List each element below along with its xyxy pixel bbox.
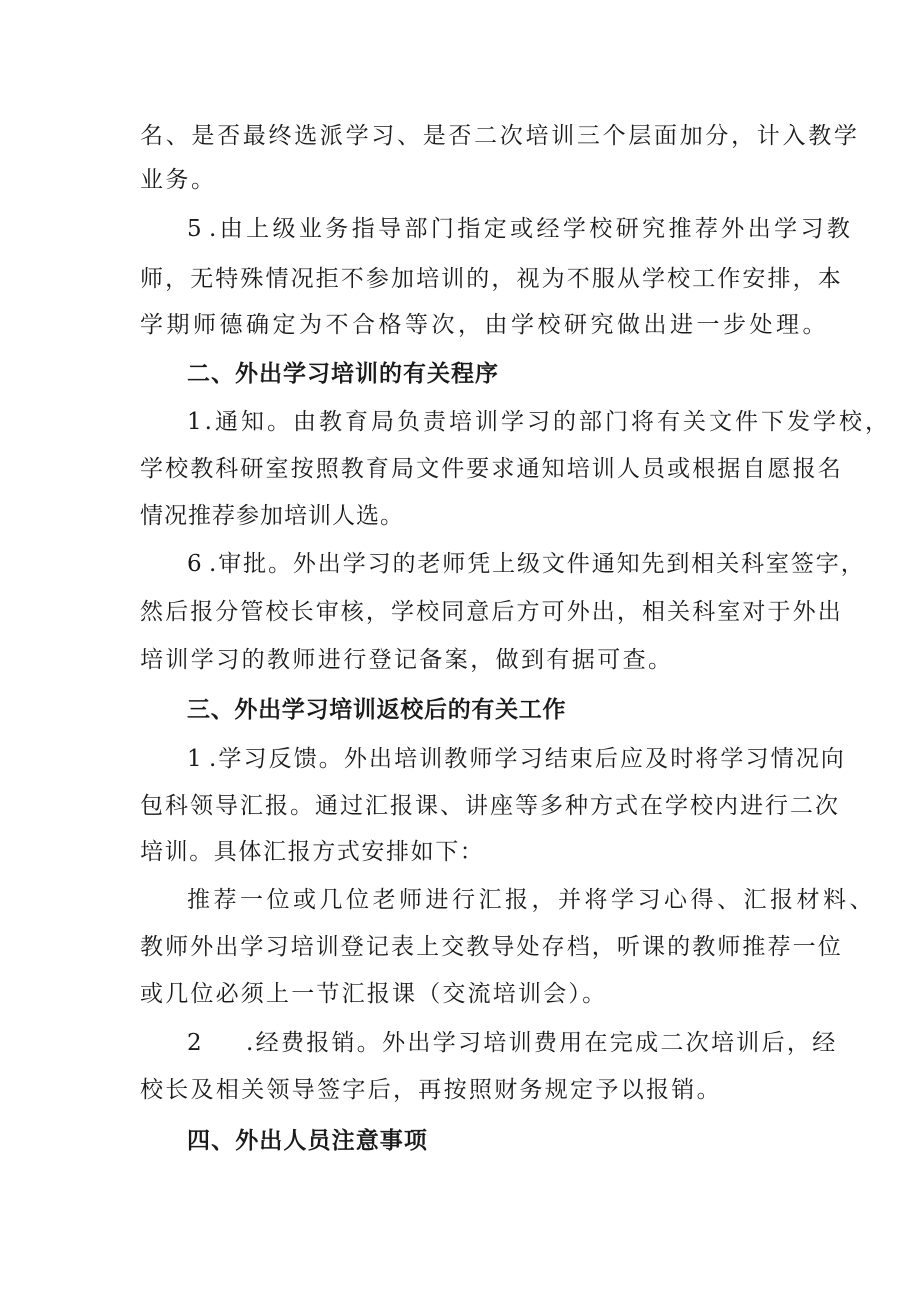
body-text-line xyxy=(0,974,920,1014)
body-text: .审批。外出学习的老师凭上级文件通知先到相关科室签字， xyxy=(209,551,866,577)
body-text-line xyxy=(0,305,920,345)
section-heading xyxy=(0,1121,920,1161)
body-text: .经费报销。外出学习培训费用在完成二次培训后，经 xyxy=(246,1030,838,1056)
list-item-line xyxy=(0,544,920,584)
list-item-line xyxy=(0,1023,920,1063)
body-text: 包科领导汇报。通过汇报课、讲座等多种方式在学校内进行二次 xyxy=(140,793,840,819)
body-text: 校长及相关领导签字后，再按照财务规定予以报销。 xyxy=(140,1077,722,1103)
body-text: 然后报分管校长审核，学校同意后方可外出，相关科室对于外出 xyxy=(140,599,843,625)
body-text-line xyxy=(0,786,920,826)
body-text: 培训。具体汇报方式安排如下： xyxy=(140,839,485,865)
section-heading-text: 三、外出学习培训返校后的有关工作 xyxy=(187,697,567,723)
list-item-line xyxy=(0,739,920,779)
list-item-line xyxy=(0,209,920,249)
list-item-number: 1 xyxy=(187,746,202,772)
body-text-line xyxy=(0,927,920,967)
body-text: 情况推荐参加培训人选。 xyxy=(140,503,404,529)
list-item-number: 5 xyxy=(187,216,202,242)
body-text: 推荐一位或几位老师进行汇报，并将学习心得、汇报材料、 xyxy=(187,887,876,913)
section-heading xyxy=(0,690,920,730)
body-text-line xyxy=(0,832,920,872)
body-text: 学校教科研室按照教育局文件要求通知培训人员或根据自愿报名 xyxy=(140,456,843,482)
body-text-line xyxy=(0,880,920,920)
body-text: 1.通知。由教育局负责培训学习的部门将有关文件下发学校， xyxy=(187,409,891,435)
body-text: .学习反馈。外出培训教师学习结束后应及时将学习情况向 xyxy=(209,746,846,772)
body-text-line xyxy=(140,116,860,156)
body-text: 业务。 xyxy=(140,167,217,193)
list-item-line xyxy=(0,402,920,442)
section-heading xyxy=(0,354,920,394)
body-text-line xyxy=(0,1070,920,1110)
body-text-line xyxy=(0,592,920,632)
body-text: 师，无特殊情况拒不参加培训的，视为不服从学校工作安排，本 xyxy=(140,266,843,292)
section-heading-text: 四、外出人员注意事项 xyxy=(187,1128,428,1154)
section-heading-text: 二、外出学习培训的有关程序 xyxy=(187,361,499,387)
body-text-line xyxy=(0,160,920,200)
body-text-line xyxy=(0,640,920,680)
list-item-number: 2 xyxy=(187,1030,202,1056)
body-text: 培训学习的教师进行登记备案，做到有据可查。 xyxy=(140,647,674,673)
body-text: 名、是否最终选派学习、是否二次培训三个层面加分，计入教学 xyxy=(140,123,860,149)
body-text-line xyxy=(0,449,920,489)
body-text: 或几位必须上一节汇报课（交流培训会）。 xyxy=(140,981,608,1007)
body-text: 教师外出学习培训登记表上交教导处存档，听课的教师推荐一位 xyxy=(140,934,843,960)
body-text: .由上级业务指导部门指定或经学校研究推荐外出学习教 xyxy=(209,216,854,242)
body-text: 学期师德确定为不合格等次，由学校研究做出进一步处理。 xyxy=(140,312,829,338)
body-text-line xyxy=(0,259,920,299)
body-text-line xyxy=(0,496,920,536)
list-item-number: 6 xyxy=(187,551,202,577)
